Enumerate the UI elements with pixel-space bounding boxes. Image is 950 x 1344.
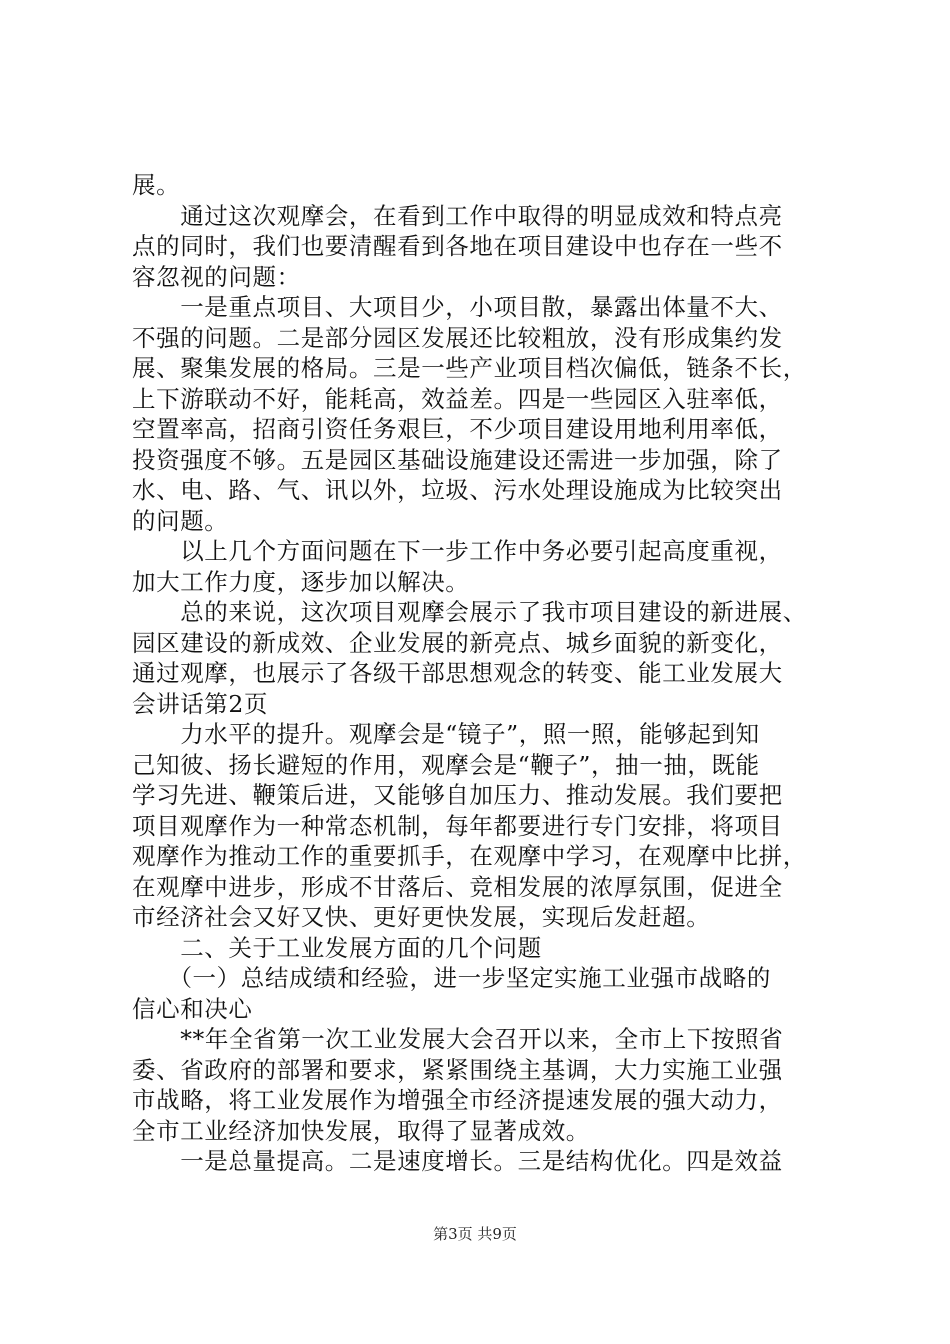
subsection-heading: （一）总结成绩和经验，进一步坚定实施工业强市战略的 [132, 964, 771, 992]
text-line: 以上几个方面问题在下一步工作中务必要引起高度重视， [132, 537, 783, 565]
text-line: 展、聚集发展的格局。三是一些产业项目档次偏低，链条不长， [132, 354, 807, 382]
text-line: 市战略，将工业发展作为增强全市经济提速发展的强大动力， [132, 1086, 783, 1114]
text-line: 会讲话第2页 [132, 689, 269, 718]
text-line: 项目观摩作为一种常态机制，每年都要进行专门安排，将项目 [132, 811, 783, 840]
text-line: 市经济社会又好又快、更好更快发展，实现后发赶超。 [132, 903, 711, 931]
text-line: 己知彼、扬长避短的作用，观摩会是“鞭子”，抽一抽，既能 [132, 750, 760, 779]
text-line: 在观摩中进步，形成不甘落后、竞相发展的浓厚氛围，促进全 [132, 872, 783, 901]
text-line: 不强的问题。二是部分园区发展还比较粗放，没有形成集约发 [132, 323, 783, 352]
text-line: 投资强度不够。五是园区基础设施建设还需进一步加强，除了 [132, 445, 783, 474]
text-line: 上下游联动不好，能耗高，效益差。四是一些园区入驻率低， [132, 384, 783, 413]
page-footer: 第3页 共9页 [433, 1225, 517, 1243]
text-line: 一是总量提高。二是速度增长。三是结构优化。四是效益 [132, 1147, 783, 1175]
section-heading: 二、关于工业发展方面的几个问题 [132, 933, 542, 962]
text-line: 容忽视的问题： [132, 262, 301, 291]
text-line: 力水平的提升。观摩会是“镜子”，照一照，能够起到知 [132, 720, 760, 748]
text-line: 展。 [132, 171, 181, 199]
text-line: 委、省政府的部署和要求，紧紧围绕主基调，大力实施工业强 [132, 1055, 783, 1084]
document-body [132, 170, 832, 1177]
text-line: **年全省第一次工业发展大会召开以来，全市上下按照省 [132, 1025, 784, 1053]
text-line: 加大工作力度，逐步加以解决。 [132, 567, 470, 596]
text-line: 学习先进、鞭策后进，又能够自加压力、推动发展。我们要把 [132, 781, 783, 809]
text-line: 通过这次观摩会，在看到工作中取得的明显成效和特点亮 [132, 201, 783, 230]
text-line: 点的同时，我们也要清醒看到各地在项目建设中也存在一些不 [132, 232, 783, 260]
text-line: 园区建设的新成效、企业发展的新亮点、城乡面貌的新变化， [132, 628, 783, 657]
text-line: 的问题。 [132, 506, 229, 535]
subsection-heading: 信心和决心 [132, 994, 253, 1023]
text-line: 一是重点项目、大项目少，小项目散，暴露出体量不大、 [132, 293, 783, 321]
text-line: 观摩作为推动工作的重要抓手，在观摩中学习，在观摩中比拼， [132, 842, 807, 870]
text-line: 水、电、路、气、讯以外，垃圾、污水处理设施成为比较突出 [132, 476, 783, 504]
text-line: 空置率高，招商引资任务艰巨，不少项目建设用地利用率低， [132, 415, 783, 443]
text-line: 全市工业经济加快发展，取得了显著成效。 [132, 1116, 590, 1145]
text-line: 总的来说，这次项目观摩会展示了我市项目建设的新进展、 [132, 598, 807, 626]
text-line: 通过观摩，也展示了各级干部思想观念的转变、能工业发展大 [132, 659, 783, 687]
